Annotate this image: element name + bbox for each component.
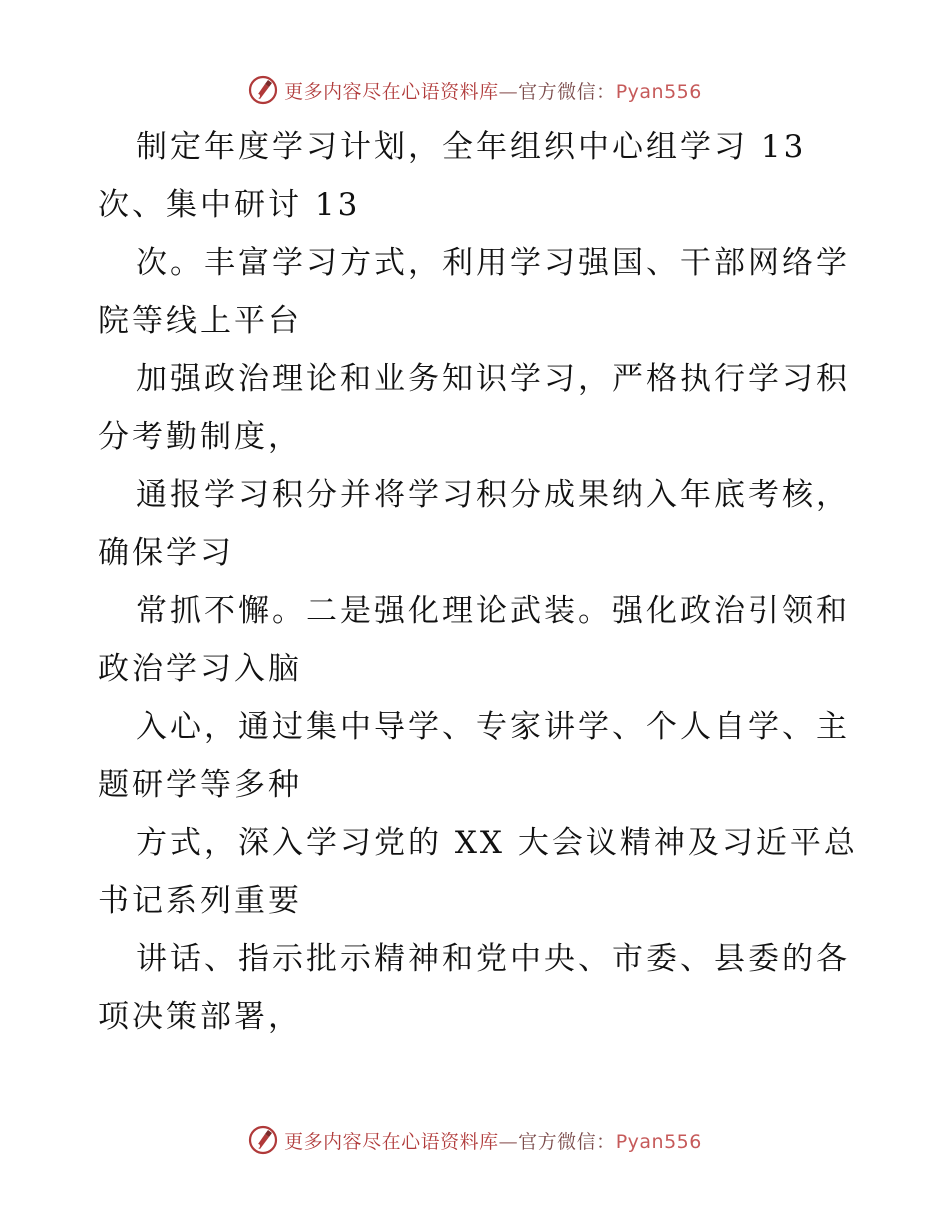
paragraph: 入心，通过集中导学、专家讲学、个人自学、主 题研学等多种 (98, 709, 850, 803)
paragraph: 常抓不懈。二是强化理论武装。强化政治引领和 政治学习入脑 (98, 593, 850, 687)
pen-nib-logo-icon (248, 75, 278, 105)
paragraph: 次。丰富学习方式，利用学习强国、干部网络学 院等线上平台 (98, 245, 850, 339)
pen-nib-logo-icon (248, 1125, 278, 1155)
watermark-dash: — (498, 80, 519, 103)
watermark-wechat-label: 官方微信： (518, 80, 616, 103)
watermark-wechat-label: 官方微信： (518, 1130, 616, 1153)
watermark-wechat-id: Pyan556 (615, 80, 702, 103)
footer-watermark (0, 1120, 950, 1160)
paragraph: 制定年度学习计划，全年组织中心组学习 13 次、集中研讨 13 (98, 129, 807, 223)
watermark-text (284, 1127, 702, 1154)
watermark-wechat-id: Pyan556 (615, 1130, 702, 1153)
watermark-brand: 更多内容尽在心语资料库 (284, 80, 499, 103)
watermark-dash: — (498, 1130, 519, 1153)
paragraph: 方式，深入学习党的 XX 大会议精神及习近平总 书记系列重要 (98, 825, 858, 919)
watermark-text (284, 77, 702, 104)
paragraph: 讲话、指示批示精神和党中央、市委、县委的各 项决策部署， (98, 941, 850, 1035)
paragraph: 通报学习积分并将学习积分成果纳入年底考核， 确保学习 (98, 477, 850, 571)
watermark-brand: 更多内容尽在心语资料库 (284, 1130, 499, 1153)
paragraph: 加强政治理论和业务知识学习，严格执行学习积 分考勤制度， (98, 361, 850, 455)
document-body (98, 118, 858, 1046)
header-watermark (0, 70, 950, 110)
